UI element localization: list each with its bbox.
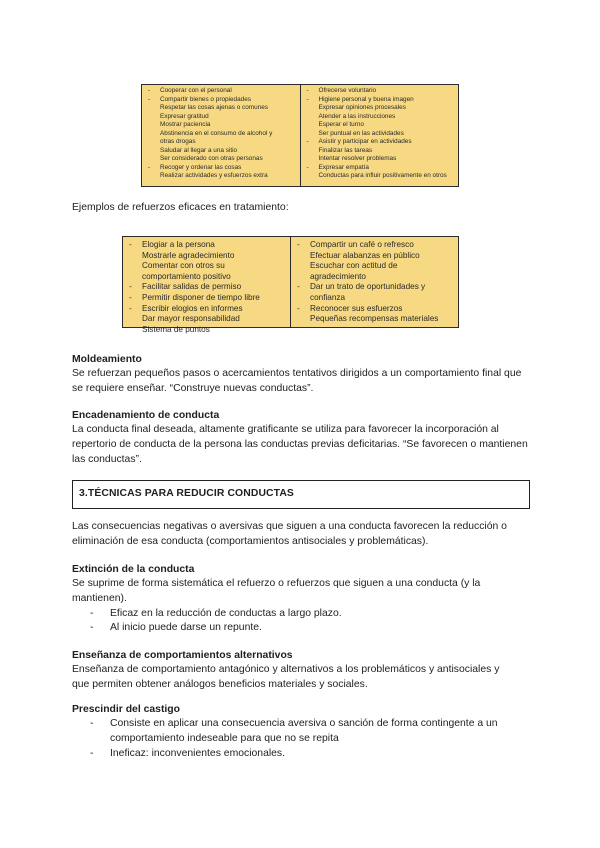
table-cell-text: Expresar gratitud <box>160 112 209 120</box>
table-row <box>297 272 454 283</box>
table-cell-text: otras drogas <box>160 138 196 145</box>
bullet-dash <box>307 113 319 122</box>
castigo-list <box>72 717 532 761</box>
bullet-dash <box>297 251 310 262</box>
table-row <box>148 164 296 173</box>
table-cell-text: agradecimiento <box>310 271 366 281</box>
bullet-dash <box>307 104 319 113</box>
section-heading: Prescindir del castigo <box>72 704 180 715</box>
section-body: Se refuerzan pequeños pasos o acercamientos tentativos dirigidos a un comportamiento final que se requiere enseñar. “Construye nuevas conductas”. <box>72 368 522 394</box>
bullet-dash <box>129 272 142 283</box>
bullet-dash <box>307 130 319 139</box>
list-item: - Consiste en aplicar una consecuencia aversiva o sanción de forma contingente a un comportamiento indeseable para que no se repita <box>72 717 532 747</box>
table-row <box>148 113 296 122</box>
table-cell-text: Efectuar alabanzas en público <box>310 250 420 260</box>
table-row <box>148 155 296 164</box>
bullet-dash: - <box>129 292 132 302</box>
table-cell-text: Conductas para influir positivamente en otros <box>318 172 447 179</box>
bullet-dash: - <box>306 138 309 145</box>
bullet-dash <box>307 121 319 130</box>
section-3-intro <box>72 520 532 550</box>
bullet-dash: - <box>297 303 300 313</box>
table-cell-text: Expresar opiniones procesales <box>318 104 406 111</box>
table-row <box>307 172 455 181</box>
table-cell-text: Realizar actividades y esfuerzos extra <box>160 172 268 179</box>
table-row <box>297 251 454 262</box>
table-cell-text: Ofrecerse voluntario <box>318 87 377 94</box>
table-row <box>148 130 296 139</box>
table-row <box>307 96 455 105</box>
bullet-dash <box>297 261 310 272</box>
table-row <box>307 113 455 122</box>
table1-left-column <box>142 85 300 186</box>
table-cell-text: Atender a las instrucciones <box>318 112 396 120</box>
section-body: Se suprime de forma sistemática el refuerzo o refuerzos que siguen a una conducta (y la mantienen). <box>72 578 481 604</box>
table2-right-column <box>290 237 458 327</box>
table-cell-text: Expresar empatía <box>318 163 369 171</box>
table-cell-text: Dar mayor responsabilidad <box>142 314 240 324</box>
reinforced-behaviors-table <box>141 84 459 187</box>
table-cell-text: Elogiar a la persona <box>142 240 215 249</box>
table-cell-text: Mostrarle agradecimiento <box>142 250 235 260</box>
table-row <box>297 282 454 293</box>
list-item: - Eficaz en la reducción de conductas a largo plazo. <box>72 607 532 622</box>
table-row <box>297 261 454 272</box>
table-row <box>129 251 286 262</box>
table-row <box>129 314 286 325</box>
extincion-section <box>72 563 532 636</box>
table-row <box>307 164 455 173</box>
table-cell-text: Esperar el turno <box>318 121 364 128</box>
table-row <box>307 130 455 139</box>
table-row <box>148 87 296 96</box>
table-row <box>307 138 455 147</box>
table2-left-column <box>123 237 290 334</box>
bullet-dash <box>148 138 160 147</box>
table-cell-text: Reconocer sus esfuerzos <box>310 303 403 313</box>
table-cell-text: confianza <box>310 292 346 302</box>
table-row <box>307 121 455 130</box>
bullet-dash <box>129 261 142 272</box>
bullet-dash: - <box>129 282 132 292</box>
table-row <box>129 282 286 293</box>
table1-right-column <box>300 85 459 186</box>
table-row <box>129 293 286 304</box>
table-cell-text: Ser considerado con otras personas <box>160 155 263 162</box>
table-cell-text: Sistema de puntos <box>142 324 210 334</box>
table-cell-text: Facilitar salidas de permiso <box>142 282 242 292</box>
bullet-dash <box>297 293 310 304</box>
list-item: - Al inicio puede darse un repunte. <box>72 621 532 636</box>
table-cell-text: Escribir elogios en informes <box>142 303 243 313</box>
castigo-section <box>72 703 532 761</box>
table-row <box>148 96 296 105</box>
section-heading: Enseñanza de comportamientos alternativos <box>72 650 293 661</box>
table-cell-text: Mostrar paciencia <box>160 121 211 128</box>
table-row <box>148 147 296 156</box>
table-cell-text: Higiene personal y buena imagen <box>318 95 414 103</box>
bullet-dash <box>148 130 160 139</box>
bullet-dash <box>307 147 319 156</box>
bullet-dash: - <box>129 303 132 313</box>
bullet-dash <box>129 314 142 325</box>
table-row <box>129 261 286 272</box>
bullet-dash: - <box>148 95 151 103</box>
list-item: - Ineficaz: inconvenientes emocionales. <box>72 747 532 762</box>
table-row <box>148 104 296 113</box>
table-row <box>307 87 455 96</box>
table-cell-text: Recoger y ordenar las cosas <box>160 163 242 171</box>
table-cell-text: Intentar resolver problemas <box>318 155 397 162</box>
bullet-dash <box>297 314 310 325</box>
bullet-dash <box>148 104 160 113</box>
table-cell-text: Saludar al llegar a una sitio <box>160 146 238 154</box>
section-heading: Moldeamiento <box>72 354 142 365</box>
table-row <box>148 121 296 130</box>
bullet-dash: - <box>148 87 151 94</box>
table-cell-text: Comentar con otros su <box>142 261 225 271</box>
table-cell-text: comportamiento positivo <box>142 271 231 281</box>
table-cell-text: Abstinencia en el consumo de alcohol y <box>160 129 273 137</box>
table-row <box>148 172 296 181</box>
table-cell-text: Pequeñas recompensas materiales <box>310 314 439 324</box>
table-cell-text: Compartir bienes o propiedades <box>160 95 251 103</box>
table-cell-text: Permitir disponer de tiempo libre <box>142 292 260 302</box>
bullet-dash <box>297 272 310 283</box>
table-cell-text: Escuchar con actitud de <box>310 261 398 271</box>
bullet-dash <box>148 147 160 156</box>
bullet-dash <box>129 251 142 262</box>
table-row <box>297 240 454 251</box>
table-cell-text: Respetar las cosas ajenas o comunes <box>160 104 268 111</box>
table-row <box>307 147 455 156</box>
bullet-dash <box>148 155 160 164</box>
table-row <box>129 304 286 315</box>
bullet-dash <box>129 325 142 336</box>
intro-text: Las consecuencias negativas o aversivas que siguen a una conducta favorecen la reducción o eliminación de esa conducta (comportamientos antisociales y problemáticas). <box>72 521 507 547</box>
bullet-dash <box>148 121 160 130</box>
table-row <box>297 293 454 304</box>
table-row <box>297 304 454 315</box>
section-body: Enseñanza de comportamiento antagónico y alternativos a los problemáticos y antisociales y que permiten obtener análogos beneficios materiales y sociales. <box>72 664 500 690</box>
encadenamiento-section <box>72 409 534 467</box>
bullet-dash <box>148 113 160 122</box>
section-heading: Encadenamiento de conducta <box>72 410 220 421</box>
table-row <box>129 325 286 336</box>
bullet-dash: - <box>306 87 309 94</box>
bullet-dash <box>307 172 319 181</box>
bullet-dash: - <box>297 282 300 292</box>
bullet-dash: - <box>148 163 151 171</box>
examples-label: Ejemplos de refuerzos eficaces en tratamiento: <box>72 202 289 213</box>
table-cell-text: Finalizar las tareas <box>318 146 373 154</box>
bullet-dash: - <box>129 240 132 249</box>
table-cell-text: Compartir un café o refresco <box>310 240 414 249</box>
table-cell-text: Dar un trato de oportunidades y <box>310 282 426 292</box>
table-cell-text: Cooperar con el personal <box>160 87 232 94</box>
table-cell-text: Asistir y participar en actividades <box>318 138 412 145</box>
table-cell-text: Ser puntual en las actividades <box>318 129 404 137</box>
table-row <box>307 104 455 113</box>
table-row <box>307 155 455 164</box>
moldeamiento-section <box>72 353 532 397</box>
section-3-title: 3.TÉCNICAS PARA REDUCIR CONDUCTAS <box>72 480 530 509</box>
table-row <box>148 138 296 147</box>
table-row <box>129 240 286 251</box>
table-row <box>129 272 286 283</box>
extincion-list <box>72 607 532 637</box>
bullet-dash: - <box>306 95 309 103</box>
effective-reinforcers-table <box>122 236 459 334</box>
bullet-dash <box>307 155 319 164</box>
section-heading: Extinción de la conducta <box>72 564 195 575</box>
section-body: La conducta final deseada, altamente gratificante se utiliza para favorecer la incorporación al repertorio de conducta de la persona las conductas previas deficitarias. “Se favorecen o mantienen las conductas”. <box>72 424 528 465</box>
table-row <box>297 314 454 325</box>
ensenanza-section <box>72 649 502 693</box>
bullet-dash: - <box>306 163 309 171</box>
bullet-dash: - <box>297 240 300 249</box>
bullet-dash <box>148 172 160 181</box>
